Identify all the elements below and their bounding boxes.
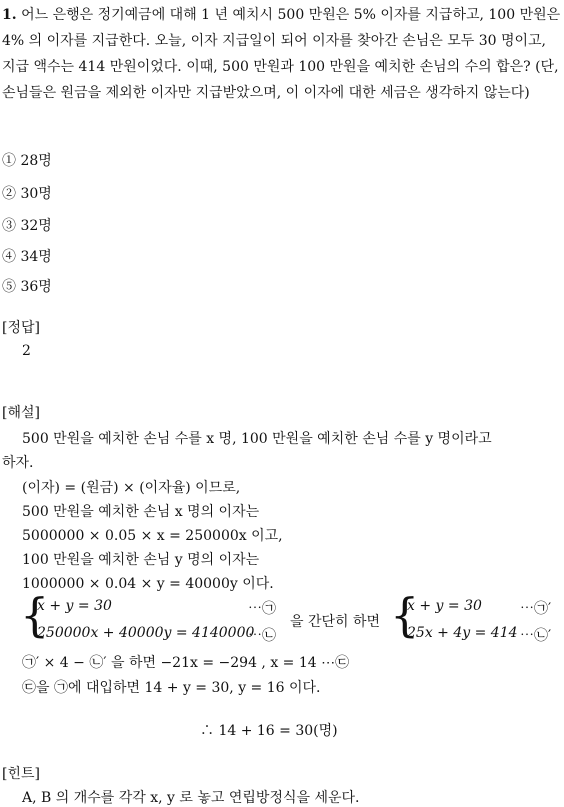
system1-eq1-tag: ⋯㉠ xyxy=(248,601,276,617)
system2-eq1: x + y = 30 xyxy=(407,598,482,614)
system1-brace: { xyxy=(20,588,50,642)
question xyxy=(2,2,562,106)
solution-conclusion: ∴ 14 + 16 = 30(명) xyxy=(200,723,338,739)
system2-brace: { xyxy=(390,588,420,642)
system2-eq2: 25x + 4y = 414 xyxy=(407,625,518,641)
choice-4: ④ 34명 xyxy=(2,249,52,265)
solution-line-1: (이자) = (원금) × (이자율) 이므로, xyxy=(22,480,241,496)
choice-5: ⑤ 36명 xyxy=(2,279,52,295)
system1-eq1: x + y = 30 xyxy=(37,598,112,614)
solution-line-7: ㉢을 ㉠에 대입하면 14 + y = 30, y = 16 이다. xyxy=(22,680,321,696)
choice-1: ① 28명 xyxy=(2,153,52,169)
answer-label: [정답] xyxy=(2,320,40,336)
question-text: 어느 은행은 정기예금에 대해 1 년 예치시 500 만원은 5% 이자를 지급하고, 100 만원은 4% 의 이자를 지급한다. 오늘, 이자 지급일이 되어 이자를 찾아간 손님은 모두 30 명이고, 지급 액수는 414 만원이었다. 이때, 500 만원과 100 만원을 예치한 손님의 수의 합은? (단, 손님들은 원금을 제외한 이자만 지급받았으며, 이 이자에 대한 세금은 생각하지 않는다) xyxy=(2,7,561,101)
solution-label: [해설] xyxy=(2,405,40,421)
hint-text: A, B 의 개수를 각각 x, y 로 놓고 연립방정식을 세운다. xyxy=(22,790,360,806)
solution-line-4: 100 만원을 예치한 손님 y 명의 이자는 xyxy=(22,552,260,568)
system-transition-text: 을 간단히 하면 xyxy=(290,614,381,630)
choice-3: ③ 32명 xyxy=(2,218,52,234)
system2-eq2-tag: ⋯㉡′ xyxy=(520,628,552,644)
solution-line-5: 1000000 × 0.04 × y = 40000y 이다. xyxy=(22,576,274,592)
solution-intro-1: 500 만원을 예치한 손님 수를 x 명, 100 만원을 예치한 손님 수를 y 명이라고 xyxy=(22,431,492,447)
choice-2: ② 30명 xyxy=(2,186,52,202)
solution-line-2: 500 만원을 예치한 손님 x 명의 이자는 xyxy=(22,504,260,520)
system1-eq2: 250000x + 40000y = 4140000 xyxy=(37,625,255,641)
system2-eq1-tag: ⋯㉠′ xyxy=(520,601,552,617)
solution-intro-2: 하자. xyxy=(2,455,34,471)
answer-value: 2 xyxy=(22,343,31,359)
solution-line-3: 5000000 × 0.05 × x = 250000x 이고, xyxy=(22,528,283,544)
solution-line-6: ㉠′ × 4 − ㉡′ 을 하면 −21x = −294 , x = 14 ⋯㉢ xyxy=(22,655,350,671)
question-number: 1. xyxy=(2,7,17,23)
hint-label: [힌트] xyxy=(2,766,40,782)
system1-eq2-tag: ⋯㉡ xyxy=(248,628,276,644)
